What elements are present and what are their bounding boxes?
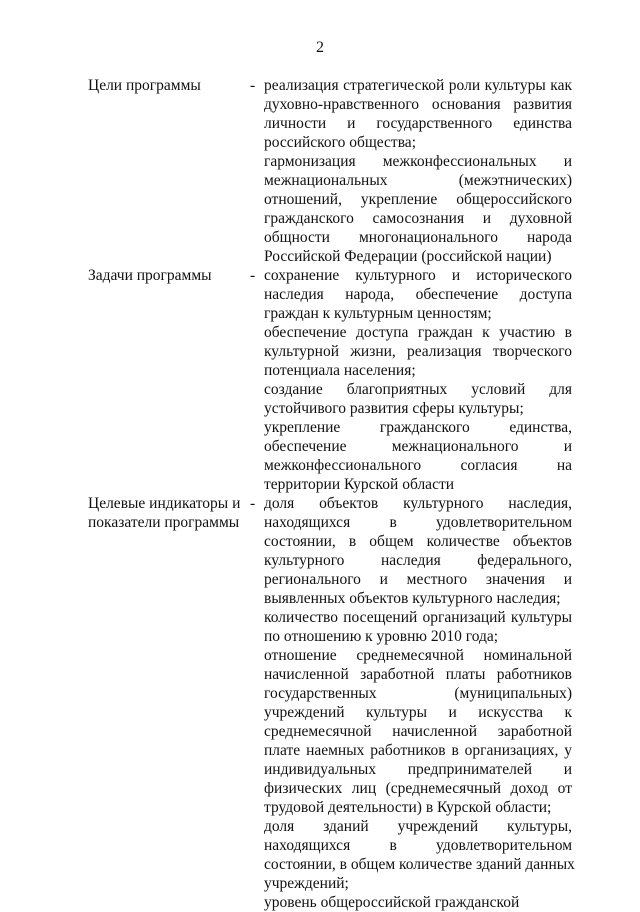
text-line: обеспечение доступа граждан к участию в [264, 324, 572, 341]
section-content [264, 76, 572, 266]
text-line: создание благоприятных условий для [264, 381, 572, 398]
text-line: количество посещений организаций культуры [264, 609, 572, 626]
content-paragraph [264, 76, 572, 152]
text-line: личности и государственного единства [264, 115, 572, 132]
text-line: доля объектов культурного наследия, [264, 495, 572, 512]
section-tasks [88, 266, 572, 494]
text-line: состоянии, в общем количестве зданий данных [264, 856, 575, 873]
content-paragraph [264, 893, 572, 912]
section-content [264, 266, 572, 494]
text-line: уровень общероссийской гражданской [264, 894, 520, 911]
content-paragraph [264, 418, 572, 494]
program-passport [88, 76, 575, 912]
text-line: российского общества; [264, 134, 416, 151]
content-paragraph [264, 152, 572, 266]
content-paragraph [264, 323, 572, 380]
section-label-line: Целевые индикаторы и [88, 495, 241, 512]
text-line: духовно-нравственного основания развития [264, 96, 572, 113]
list-dash: - [250, 267, 256, 284]
text-line: гармонизация межконфессиональных и [264, 153, 572, 170]
content-paragraph [264, 608, 572, 646]
text-line: индивидуальных предпринимателей и [264, 761, 572, 778]
text-line: Российской Федерации (российской нации) [264, 248, 552, 265]
text-line: культурного наследия федерального, [264, 552, 572, 569]
text-line: территории Курской области [264, 476, 455, 493]
content-paragraph [264, 494, 572, 608]
text-line: по отношению к уровню 2010 года; [264, 628, 499, 645]
text-line: сохранение культурного и исторического [264, 267, 572, 284]
text-line: межконфессионального согласия на [264, 457, 572, 474]
text-line: отношение среднемесячной номинальной [264, 647, 572, 664]
text-line: граждан к культурным ценностям; [264, 305, 492, 322]
section-label [88, 76, 250, 95]
text-line: наследия народа, обеспечение доступа [264, 286, 572, 303]
text-line: государственных (муниципальных) [264, 685, 572, 702]
text-line: трудовой деятельности) в Курской области; [264, 799, 552, 816]
text-line: доля зданий учреждений культуры, [264, 818, 572, 835]
content-paragraph [264, 646, 572, 817]
section-label-line: показатели программы [88, 514, 240, 531]
text-line: обеспечение межнационального и [264, 438, 572, 455]
text-line: находящихся в удовлетворительном [264, 837, 572, 854]
text-line: находящихся в удовлетворительном [264, 514, 572, 531]
text-line: плате наемных работников в организациях, у [264, 742, 572, 759]
content-paragraph [264, 817, 575, 893]
text-line: состоянии, в общем количестве объектов [264, 533, 572, 550]
text-line: устойчивого развития сферы культуры; [264, 400, 524, 417]
section-label [88, 266, 250, 285]
text-line: укрепление гражданского единства, [264, 419, 572, 436]
content-paragraph [264, 380, 572, 418]
text-line: культурной жизни, реализация творческого [264, 343, 572, 360]
section-label [88, 494, 250, 532]
section-label-line: Цели программы [88, 77, 201, 94]
list-dash: - [250, 77, 256, 94]
text-line: учреждений культуры и искусства к [264, 704, 572, 721]
page-number: 2 [316, 39, 324, 56]
text-line: реализация стратегической роли культуры как [264, 77, 572, 94]
text-line: выявленных объектов культурного наследия; [264, 590, 561, 607]
text-line: потенциала населения; [264, 362, 416, 379]
text-line: гражданского самосознания и духовной [264, 210, 572, 227]
text-line: регионального и местного значения и [264, 571, 572, 588]
content-paragraph [264, 266, 572, 323]
text-line: среднемесячной начисленной заработной [264, 723, 572, 740]
section-content [264, 494, 575, 912]
text-line: начисленной заработной платы работников [264, 666, 572, 683]
text-line: общности многонационального народа [264, 229, 572, 246]
section-indicators [88, 494, 575, 912]
text-line: межнациональных (межэтнических) [264, 172, 572, 189]
text-line: отношений, укрепление общероссийского [264, 191, 572, 208]
text-line: учреждений; [264, 875, 349, 892]
text-line: физических лиц (среднемесячный доход от [264, 780, 572, 797]
section-goals [88, 76, 572, 266]
list-dash: - [250, 495, 256, 512]
section-label-line: Задачи программы [88, 267, 212, 284]
